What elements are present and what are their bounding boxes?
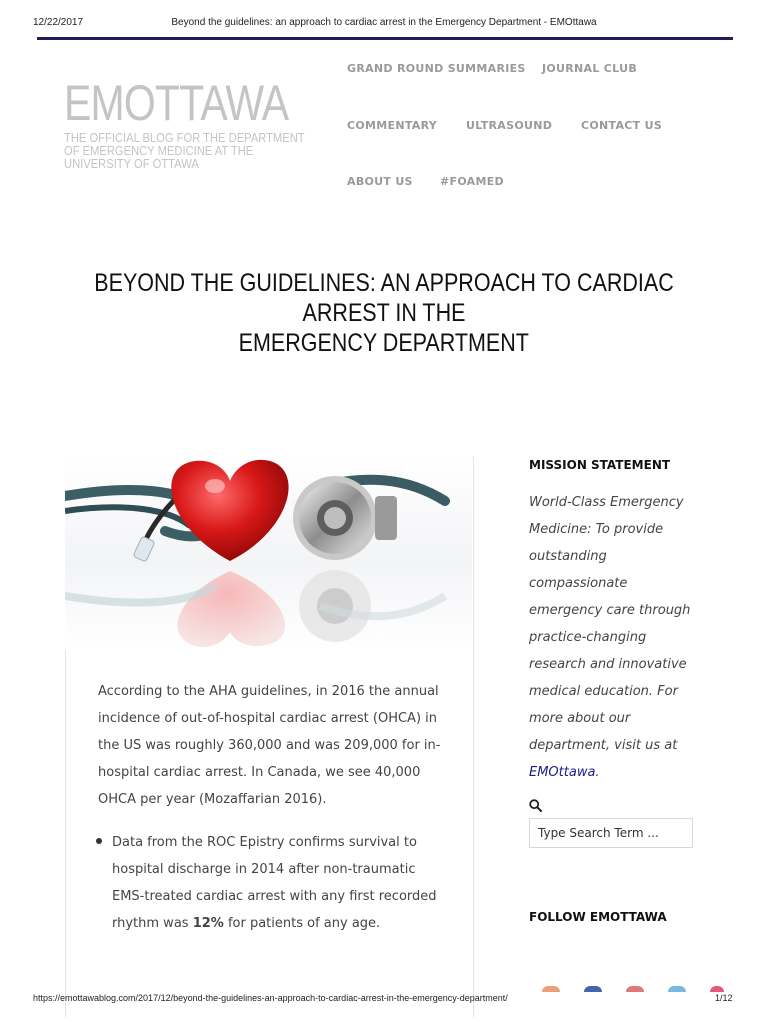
article-paragraph: According to the AHA guidelines, in 2016 the annual incidence of out-of-hospital cardiac arrest (OHCA) in the US was roughly 360,000 and was 209,000 for in-hospital cardiac arrest. In Canada, we see 40,000 OHCA per year (Mozaffarian 2016).	[98, 684, 441, 807]
nav-foamed[interactable]: #FOAMED	[440, 175, 504, 188]
social-icon-partial[interactable]	[542, 986, 560, 992]
print-date: 12/22/2017	[33, 17, 84, 28]
social-icon-partial[interactable]	[584, 986, 602, 992]
nav-journal-club[interactable]: JOURNAL CLUB	[542, 62, 638, 75]
print-page-title: Beyond the guidelines: an approach to cardiac arrest in the Emergency Department - EMOttawa	[171, 17, 597, 28]
nav-ultrasound[interactable]: ULTRASOUND	[466, 119, 553, 132]
post-title-line-1: BEYOND THE GUIDELINES: AN APPROACH TO CARDIAC ARREST IN THE	[94, 269, 674, 327]
survival-rate: 12%	[192, 916, 224, 931]
bullet-marker	[96, 838, 102, 844]
print-page-number: 1/12	[715, 993, 733, 1003]
follow-heading: FOLLOW EMOTTAWA	[529, 910, 667, 924]
bullet-text-start: Data from the ROC Epistry confirms survival to hospital discharge in 2014 after non-traumatic EMS-treated cardiac arrest with any first recorded rhythm was	[112, 835, 437, 931]
nav-grand-round-summaries[interactable]: GRAND ROUND SUMMARIES	[347, 62, 526, 75]
print-url: https://emottawablog.com/2017/12/beyond-the-guidelines-an-approach-to-cardiac-arrest-in-the-emergency-department/	[33, 993, 508, 1003]
social-icon-partial[interactable]	[626, 986, 644, 992]
site-tagline: THE OFFICIAL BLOG FOR THE DEPARTMENT OF EMERGENCY MEDICINE AT THE UNIVERSITY OF OTTAWA	[64, 130, 305, 171]
bullet-text-end: for patients of any age.	[223, 916, 381, 931]
heart-stethoscope-image	[65, 456, 472, 650]
mission-heading: MISSION STATEMENT	[529, 458, 671, 472]
header-top-bar	[37, 37, 733, 40]
social-icon-partial[interactable]	[668, 986, 686, 992]
search-icon[interactable]	[529, 797, 542, 816]
mission-body: World-Class Emergency Medicine: To provide outstanding compassionate emergency care through practice-changing research and innovative medical education. For more about our department, visit us at	[529, 495, 691, 753]
nav-about-us[interactable]: ABOUT US	[347, 175, 413, 188]
mission-statement	[529, 489, 704, 786]
post-title	[0, 268, 768, 358]
search-box[interactable]	[529, 818, 693, 848]
post-title-line-2: EMERGENCY DEPARTMENT	[238, 329, 530, 357]
article-bullet	[112, 829, 447, 937]
mission-period: .	[595, 765, 600, 780]
nav-contact-us[interactable]: CONTACT US	[581, 119, 663, 132]
site-logo[interactable]: EMOTTAWA	[64, 75, 289, 131]
social-icon-partial[interactable]	[710, 986, 724, 992]
nav-commentary[interactable]: COMMENTARY	[347, 119, 438, 132]
search-input[interactable]	[530, 819, 692, 847]
emottawa-link[interactable]: EMOttawa	[529, 765, 596, 780]
